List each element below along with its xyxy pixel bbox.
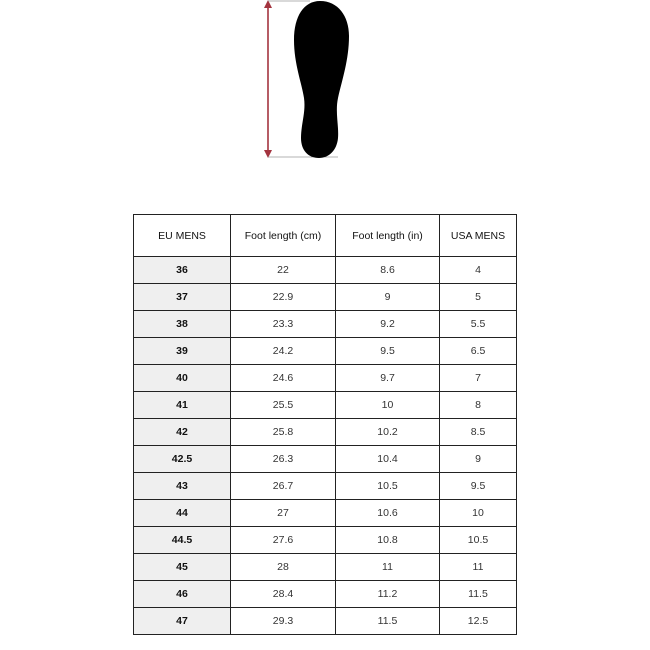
eu-size-cell: 40 [134, 365, 231, 392]
foot-length-cm-cell: 28.4 [231, 581, 336, 608]
foot-length-in-cell: 10 [336, 392, 440, 419]
foot-length-cm-cell: 28 [231, 554, 336, 581]
eu-size-cell: 43 [134, 473, 231, 500]
usa-size-cell: 11 [440, 554, 517, 581]
header-foot-length-in: Foot length (in) [336, 215, 440, 257]
foot-length-cm-cell: 26.3 [231, 446, 336, 473]
foot-length-in-cell: 11 [336, 554, 440, 581]
foot-length-cm-cell: 22.9 [231, 284, 336, 311]
foot-length-in-cell: 10.4 [336, 446, 440, 473]
foot-length-cm-cell: 24.6 [231, 365, 336, 392]
eu-size-cell: 47 [134, 608, 231, 635]
table-row [134, 257, 517, 284]
foot-length-in-cell: 11.2 [336, 581, 440, 608]
eu-size-cell: 45 [134, 554, 231, 581]
foot-length-in-cell: 10.8 [336, 527, 440, 554]
usa-size-cell: 8.5 [440, 419, 517, 446]
foot-length-in-cell: 9 [336, 284, 440, 311]
footprint-icon [250, 0, 360, 162]
usa-size-cell: 11.5 [440, 581, 517, 608]
table-row [134, 473, 517, 500]
table-row [134, 365, 517, 392]
footprint-silhouette [294, 1, 349, 158]
foot-length-cm-cell: 25.8 [231, 419, 336, 446]
usa-size-cell: 5 [440, 284, 517, 311]
table-row [134, 311, 517, 338]
header-eu-mens: EU MENS [134, 215, 231, 257]
foot-length-cm-cell: 25.5 [231, 392, 336, 419]
eu-size-cell: 39 [134, 338, 231, 365]
table-row [134, 500, 517, 527]
header-foot-length-cm: Foot length (cm) [231, 215, 336, 257]
foot-length-in-cell: 9.5 [336, 338, 440, 365]
usa-size-cell: 10 [440, 500, 517, 527]
usa-size-cell: 10.5 [440, 527, 517, 554]
foot-length-cm-cell: 27.6 [231, 527, 336, 554]
table-row [134, 392, 517, 419]
eu-size-cell: 38 [134, 311, 231, 338]
table-row [134, 608, 517, 635]
usa-size-cell: 4 [440, 257, 517, 284]
table-row [134, 284, 517, 311]
foot-length-cm-cell: 23.3 [231, 311, 336, 338]
usa-size-cell: 5.5 [440, 311, 517, 338]
eu-size-cell: 42.5 [134, 446, 231, 473]
foot-length-cm-cell: 29.3 [231, 608, 336, 635]
foot-length-in-cell: 9.2 [336, 311, 440, 338]
usa-size-cell: 6.5 [440, 338, 517, 365]
eu-size-cell: 41 [134, 392, 231, 419]
usa-size-cell: 7 [440, 365, 517, 392]
foot-length-cm-cell: 24.2 [231, 338, 336, 365]
usa-size-cell: 9 [440, 446, 517, 473]
foot-measurement-illustration [250, 0, 360, 162]
foot-length-in-cell: 8.6 [336, 257, 440, 284]
foot-length-in-cell: 9.7 [336, 365, 440, 392]
foot-length-in-cell: 11.5 [336, 608, 440, 635]
foot-length-cm-cell: 27 [231, 500, 336, 527]
usa-size-cell: 12.5 [440, 608, 517, 635]
eu-size-cell: 42 [134, 419, 231, 446]
eu-size-cell: 36 [134, 257, 231, 284]
foot-length-in-cell: 10.5 [336, 473, 440, 500]
table-row [134, 419, 517, 446]
foot-length-in-cell: 10.6 [336, 500, 440, 527]
usa-size-cell: 9.5 [440, 473, 517, 500]
eu-size-cell: 37 [134, 284, 231, 311]
table-row [134, 446, 517, 473]
table-row [134, 527, 517, 554]
usa-size-cell: 8 [440, 392, 517, 419]
table-row [134, 554, 517, 581]
foot-length-cm-cell: 26.7 [231, 473, 336, 500]
eu-size-cell: 46 [134, 581, 231, 608]
header-usa-mens: USA MENS [440, 215, 517, 257]
eu-size-cell: 44 [134, 500, 231, 527]
table-row [134, 581, 517, 608]
table-row [134, 338, 517, 365]
eu-size-cell: 44.5 [134, 527, 231, 554]
foot-length-in-cell: 10.2 [336, 419, 440, 446]
foot-length-cm-cell: 22 [231, 257, 336, 284]
size-chart-table [133, 214, 517, 635]
table-header-row [134, 215, 517, 257]
